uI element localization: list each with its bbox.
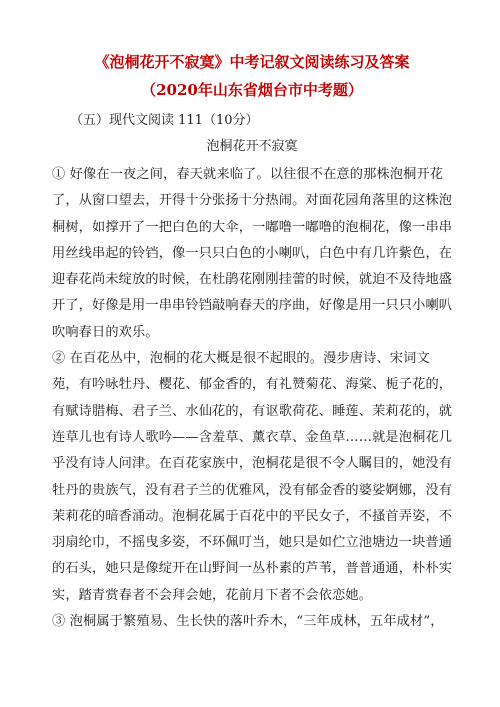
paragraph-line: 吹响春日的欢乐。 xyxy=(52,324,159,340)
paragraph-line: 迎春花尚未绽放的时候，在杜鹃花刚刚挂蕾的时候，就迫不及待地盛 xyxy=(52,272,452,288)
paragraph-line: 乎没有诗人问津。在百花家族中，泡桐花是很不令人瞩目的，她没有 xyxy=(52,456,452,472)
essay-paragraph xyxy=(52,609,452,635)
document-title: 《泡桐花开不寂寞》中考记叙文阅读练习及答案 xyxy=(94,53,410,71)
paragraph-line: 连草儿也有诗人歌吟——含羞草、薰衣草、金鱼草……就是泡桐花几 xyxy=(52,429,452,445)
paragraph-line: 桐树，如撑开了一把白色的大伞，一嘟噜一嘟噜的泡桐花，像一串串 xyxy=(52,219,452,235)
paragraph-line: 茉莉花的暗香涌动。泡桐花属于百花中的平民女子，不搔首弄姿，不 xyxy=(52,508,452,524)
paragraph-line: 开了，好像是用一串串铃铛敲响春天的序曲，好像是用一只只小喇叭 xyxy=(52,298,452,314)
essay-body xyxy=(52,162,452,635)
document-subtitle: （2020年山东省烟台市中考题） xyxy=(141,81,363,99)
paragraph-line: 羽扇纶巾，不摇曳多姿，不环佩叮当，她只是如伫立池塘边一块普通 xyxy=(52,535,452,551)
paragraph-line: 实，踏青赏春者不会拜会她，花前月下者不会依恋她。 xyxy=(52,587,373,603)
paragraph-line: 牡丹的贵族气，没有君子兰的优雅风，没有郁金香的婆娑婀娜，没有 xyxy=(52,482,452,498)
paragraph-line: ① 好像在一夜之间，春天就来临了。以往很不在意的那株泡桐开花 xyxy=(52,167,444,182)
paragraph-line: 有赋诗腊梅、君子兰、水仙花的，有讴歌荷花、睡莲、茉莉花的，就 xyxy=(52,403,452,419)
paragraph-line: ② 在百花丛中，泡桐的花大概是很不起眼的。漫步唐诗、宋词文 xyxy=(52,351,430,367)
paragraph-line: 用丝线串起的铃铛，像一只只白色的小喇叭，白色中有几许紫色，在 xyxy=(52,245,452,261)
paragraph-line: ③ 泡桐属于繁殖易、生长快的落叶乔木，“三年成林，五年成材”， xyxy=(52,614,444,630)
paragraph-line: 的石头，她只是像绽开在山野间一丛朴素的芦苇，普普通通，朴朴实 xyxy=(52,561,452,577)
section-label: （五）现代文阅读 111（10分） xyxy=(70,113,259,128)
paragraph-line: 了，从窗口望去，开得十分张扬十分热闹。对面花园角落里的这株泡 xyxy=(52,193,452,209)
essay-paragraph xyxy=(52,346,452,609)
essay-paragraph xyxy=(52,162,452,346)
essay-title: 泡桐花开不寂寞 xyxy=(206,139,298,154)
paragraph-line: 苑，有吟咏牡丹、樱花、郁金香的，有礼赞菊花、海棠、栀子花的， xyxy=(52,377,452,393)
